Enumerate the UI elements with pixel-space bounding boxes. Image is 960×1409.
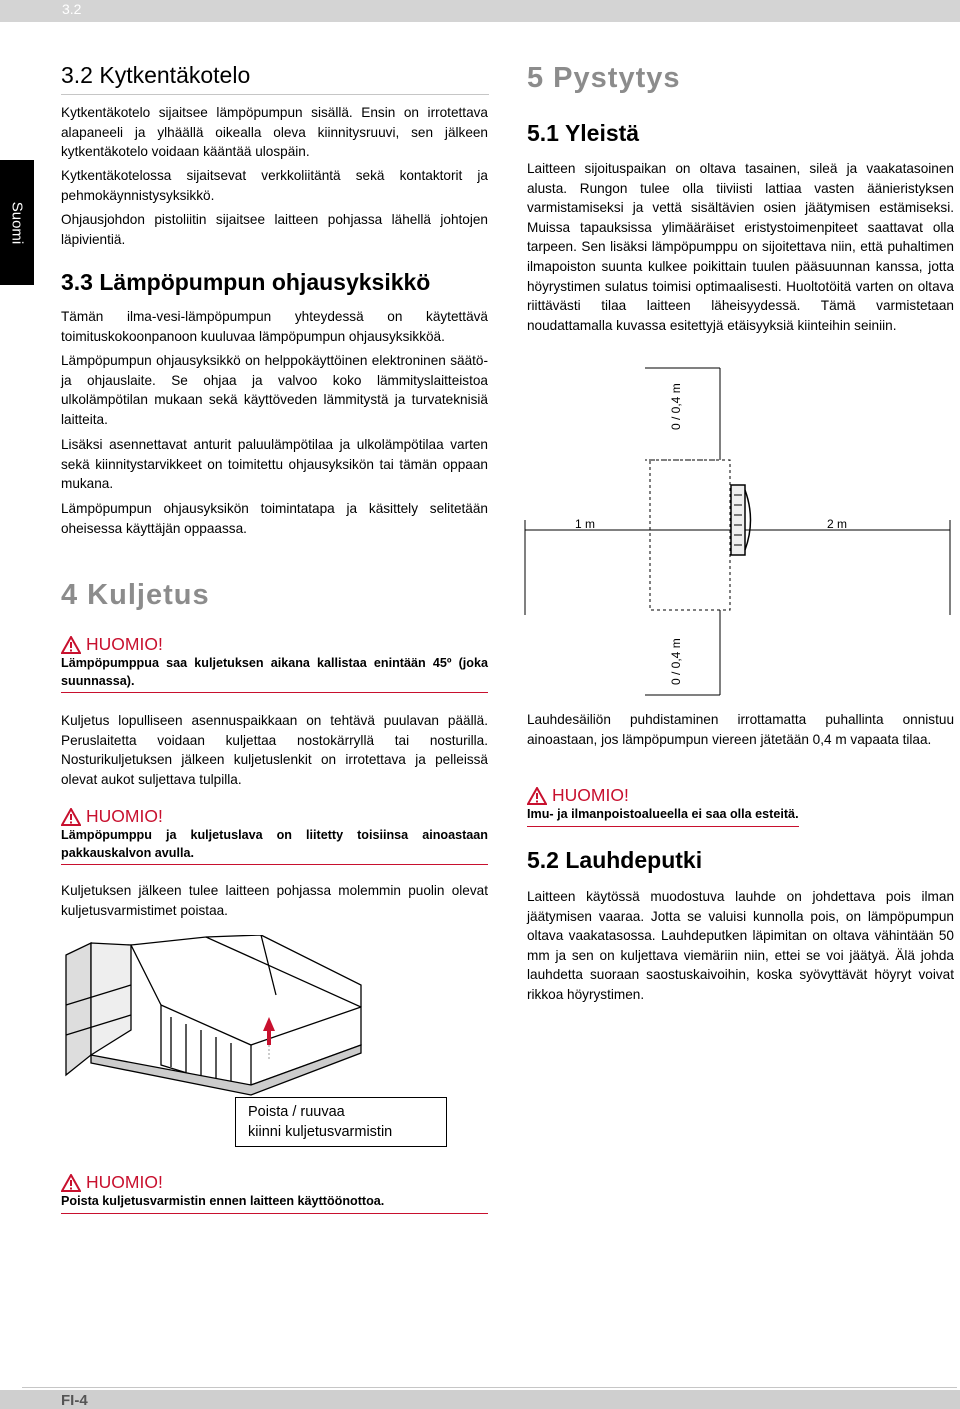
section-5-1-para-1: Laitteen sijoituspaikan on oltava tasainen, sileä ja vaakatasoinen alusta. Rungon tulee olla tiiviisti lattiaa vasten äänieristyksen varmistamiseksi ja vettä sisältävien osien jäätymisen estämiseksi. Muissa tapauksissa ylimääräiset eristystoimenpiteet saattavat olla tarpeen. Sen lisäksi lämpöpumppu on sijoitettava niin, että puhaltimen ilmapoiston suunta kulkee poikittain tuulen pääsuunnan kanssa, jotta höyrystimen sulatus toimisi optimaalisesti. Huoltotöitä varten on oltava riittävästi tilaa laitteen läheisyydessä. Tämä varmistetaan noudattamalla kuvassa esitettyjä etäisyyksiä kiinteihin seiniin. bbox=[527, 161, 954, 333]
warning-title bbox=[61, 806, 488, 827]
section-3-2-para-2: Kytkentäkotelossa sijaitsevat verkkoliitäntä sekä kontaktorit ja pehmokäynnistysyksikkö. bbox=[61, 168, 488, 203]
footer-rule bbox=[22, 1387, 957, 1388]
section-3-3-para-1: Tämän ilma-vesi-lämpöpumpun yhteydessä on käytettävä toimituskokoonpanoon kuuluvaa lämpöpumpun ohjausyksikköä. bbox=[61, 309, 488, 344]
warning-title bbox=[61, 1172, 488, 1193]
warning-title bbox=[61, 634, 488, 655]
warning-text: Imu- ja ilmanpoistoalueella ei saa olla esteitä. bbox=[527, 806, 799, 827]
chapter-4-para-2: Kuljetuksen jälkeen tulee laitteen pohjassa molemmin puolin olevat kuljetusvarmistimet poistaa. bbox=[61, 883, 488, 918]
header-section-number: 3.2 bbox=[62, 1, 82, 17]
section-rule bbox=[61, 94, 489, 95]
warning-title-text: HUOMIO! bbox=[552, 785, 629, 805]
warning-box-4 bbox=[527, 785, 799, 827]
label-top-clearance: 0 / 0,4 m bbox=[669, 383, 683, 430]
section-3-2-para-3: Ohjausjohdon pistoliitin sijaitsee laitteen pohjassa lähellä johtojen läpivientiä. bbox=[61, 212, 488, 247]
clearance-diagram bbox=[520, 365, 960, 710]
chapter-4-title: 4 Kuljetus bbox=[61, 579, 210, 611]
section-3-2-para-1: Kytkentäkotelo sijaitsee lämpöpumpun sisällä. Ensin on irrotettava alapaneeli ja ylhäällä oikealla oleva kiinnitysruuvi, sen jälkeen kytkentäkotelo voidaan kääntää ulospäin. bbox=[61, 105, 488, 160]
warning-title-text: HUOMIO! bbox=[86, 1172, 163, 1192]
warning-triangle-icon bbox=[61, 808, 81, 826]
section-3-3-para-2: Lämpöpumpun ohjausyksikkö on helppokäyttöinen elektroninen säätö- ja ohjauslaite. Se ohjaa ja valvoo koko lämmityslaitteistoa ulkolämpötilan mukaan sekä käyttöveden lämmitystä ja turvateknisiä laitteita. bbox=[61, 353, 488, 427]
header-band bbox=[0, 0, 960, 22]
label-left-clearance: 1 m bbox=[575, 517, 596, 531]
unit-outline bbox=[650, 460, 730, 610]
section-3-3-title: 3.3 Lämpöpumpun ohjausyksikkö bbox=[61, 269, 431, 295]
warning-title bbox=[527, 785, 799, 806]
section-5-2-para-1: Laitteen käytössä muodostuva lauhde on johdettava pois ilman jäätymisen vaaraa. Jotta se valuisi kunnolla pois, on lämpöpumpun oltava vaakatasossa. Lauhdeputken läpimitan on oltava vähintään 50 mm ja sen on kuljettava viemäriin niin, ettei se voi jäätyä. Älä johda lauhdetta suoraan saostuskaivoihin, koska syövyttävät höyryt voivat rikkoa höyrystimen. bbox=[527, 889, 954, 1002]
section-5-1-title: 5.1 Yleistä bbox=[527, 120, 640, 146]
transport-lock-callout bbox=[235, 1097, 447, 1147]
warning-triangle-icon bbox=[527, 787, 547, 805]
warning-triangle-icon bbox=[61, 636, 81, 654]
language-tab bbox=[0, 160, 34, 285]
chapter-5-title: 5 Pystytys bbox=[527, 62, 681, 94]
section-5-1-para-2: Lauhdesäiliön puhdistaminen irrottamatta puhallinta onnistuu ainoastaan, jos lämpöpumpun viereen jätetään 0,4 m vapaata tilaa. bbox=[527, 712, 954, 747]
warning-title-text: HUOMIO! bbox=[86, 806, 163, 826]
warning-title-text: HUOMIO! bbox=[86, 634, 163, 654]
fan-grille-icon bbox=[731, 485, 751, 555]
callout-line-1: Poista / ruuvaa bbox=[248, 1104, 345, 1120]
section-3-2-title: 3.2 Kytkentäkotelo bbox=[61, 62, 251, 88]
warning-box-3 bbox=[61, 1172, 488, 1214]
callout-line-2: kiinni kuljetusvarmistin bbox=[248, 1124, 393, 1140]
chapter-4-para-1: Kuljetus lopulliseen asennuspaikkaan on tehtävä puulavan päällä. Peruslaitetta voidaan kuljettaa nostokärryllä tai nosturilla. Nosturikuljetuksen jälkeen kuljetuslenkit on irrotettava ja pelleissä olevat aukot suljettava tulpilla. bbox=[61, 713, 488, 787]
heat-pump-transport-drawing bbox=[61, 935, 391, 1100]
section-3-3-para-3: Lisäksi asennettavat anturit paluulämpötilaa ja ulkolämpötilaa varten sekä kiinnitystarvikkeet on toimitettu ohjausyksikön tai tämän oppaan mukana. bbox=[61, 437, 488, 492]
label-right-clearance: 2 m bbox=[827, 517, 848, 531]
language-tab-label: Suomi bbox=[8, 201, 26, 244]
warning-text: Poista kuljetusvarmistin ennen laitteen käyttöönottoa. bbox=[61, 1193, 488, 1214]
label-bottom-clearance: 0 / 0,4 m bbox=[669, 638, 683, 685]
page-number: FI-4 bbox=[61, 1392, 88, 1409]
warning-text: Lämpöpumppu ja kuljetuslava on liitetty toisiinsa ainoastaan pakkauskalvon avulla. bbox=[61, 827, 488, 865]
warning-text: Lämpöpumppua saa kuljetuksen aikana kallistaa enintään 45º (joka suunnassa). bbox=[61, 655, 488, 693]
footer-band bbox=[0, 1390, 960, 1409]
warning-box-1 bbox=[61, 634, 488, 693]
warning-box-2 bbox=[61, 806, 488, 865]
section-5-2-title: 5.2 Lauhdeputki bbox=[527, 847, 703, 873]
warning-triangle-icon bbox=[61, 1174, 81, 1192]
section-3-3-para-4: Lämpöpumpun ohjausyksikön toimintatapa ja käsittely selitetään oheisessa käyttäjän oppaassa. bbox=[61, 501, 488, 536]
